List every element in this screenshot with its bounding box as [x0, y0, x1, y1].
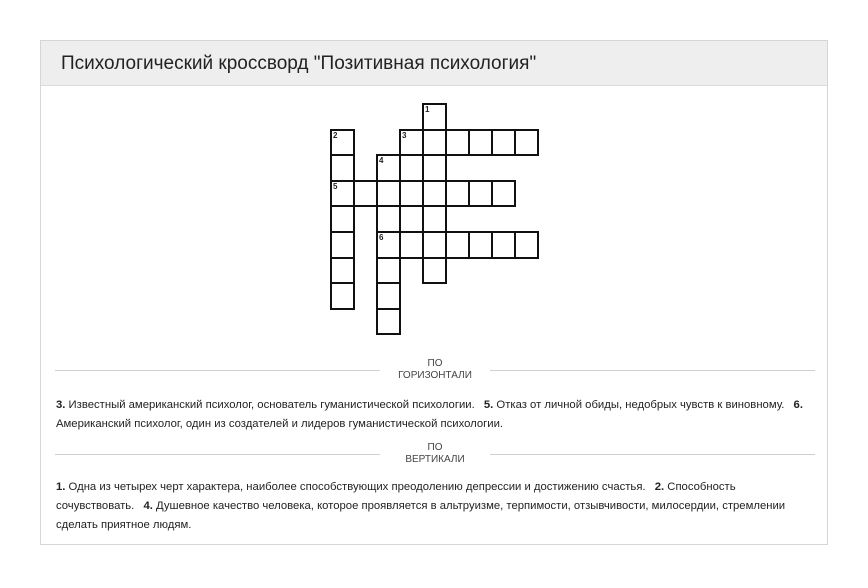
crossword-cell[interactable] [445, 129, 470, 157]
crossword-cell[interactable] [445, 231, 470, 259]
clue-text: Американский психолог, один из создателей и лидеров гуманистической психологии. [56, 418, 504, 430]
clue-item [56, 399, 475, 411]
down-heading: ПО ВЕРТИКАЛИ [380, 442, 490, 466]
clue-number: 3 [402, 130, 407, 140]
crossword-cell[interactable] [399, 231, 424, 259]
clue-number: 4 [379, 156, 384, 166]
crossword-cell[interactable] [422, 205, 447, 233]
clue-num: 1. [56, 481, 66, 493]
crossword-cell[interactable] [330, 154, 355, 182]
crossword-cell[interactable] [468, 231, 493, 259]
crossword-grid [41, 41, 828, 545]
crossword-cell[interactable] [353, 180, 378, 208]
clue-number: 1 [425, 105, 430, 114]
crossword-cell[interactable] [422, 180, 447, 208]
clue-num: 3. [56, 399, 66, 411]
clue-item [484, 399, 785, 411]
crossword-cell[interactable] [491, 180, 516, 208]
crossword-cell[interactable] [491, 231, 516, 259]
crossword-cell[interactable] [468, 129, 493, 157]
crossword-card [40, 40, 828, 545]
clue-item [56, 481, 646, 493]
across-clues [56, 396, 811, 434]
crossword-cell[interactable] [330, 257, 355, 285]
clue-num: 2. [654, 481, 665, 493]
clue-number: 2 [333, 130, 338, 140]
crossword-cell[interactable] [445, 180, 470, 208]
clue-num: 5. [483, 399, 494, 411]
page-title: Психологический кроссворд "Позитивная психология" [61, 53, 537, 74]
down-clues [56, 478, 811, 535]
crossword-cell[interactable] [422, 231, 447, 259]
crossword-cell[interactable] [514, 231, 539, 259]
clue-item [56, 500, 785, 531]
crossword-cell[interactable] [399, 180, 424, 208]
across-heading: ПО ГОРИЗОНТАЛИ [380, 358, 490, 382]
crossword-cell[interactable] [330, 282, 355, 310]
clue-number: 5 [333, 181, 338, 191]
clue-num: 4. [143, 500, 153, 512]
clue-text: Душевное качество человека, которое проявляется в альтруизме, терпимости, отзывчивости, милосердии, стремлении сделать приятное людям. [56, 500, 786, 531]
clue-number: 6 [379, 233, 384, 242]
crossword-cell[interactable] [422, 257, 447, 285]
clue-text: Известный американский психолог, основатель гуманистической психологии. [65, 399, 475, 411]
crossword-cell[interactable] [376, 257, 401, 285]
clue-text: Одна из четырех черт характера, наиболее способствующих преодолению депрессии и достижению счастья. [65, 481, 646, 493]
clue-text: Способность сочувствовать. [56, 481, 736, 512]
crossword-cell[interactable] [376, 205, 401, 233]
crossword-cell[interactable] [491, 129, 516, 157]
clue-num: 6. [793, 399, 803, 411]
crossword-cell[interactable] [422, 129, 447, 157]
crossword-cell[interactable] [468, 180, 493, 208]
crossword-cell[interactable] [376, 282, 401, 310]
crossword-cell[interactable] [422, 154, 447, 182]
crossword-cell[interactable] [514, 129, 539, 157]
crossword-cell[interactable] [376, 180, 401, 208]
crossword-cell[interactable] [330, 231, 355, 259]
crossword-cell[interactable] [376, 308, 401, 336]
crossword-cell[interactable] [330, 205, 355, 233]
clue-text: Отказ от личной обиды, недобрых чувств к виновному. [493, 399, 785, 411]
